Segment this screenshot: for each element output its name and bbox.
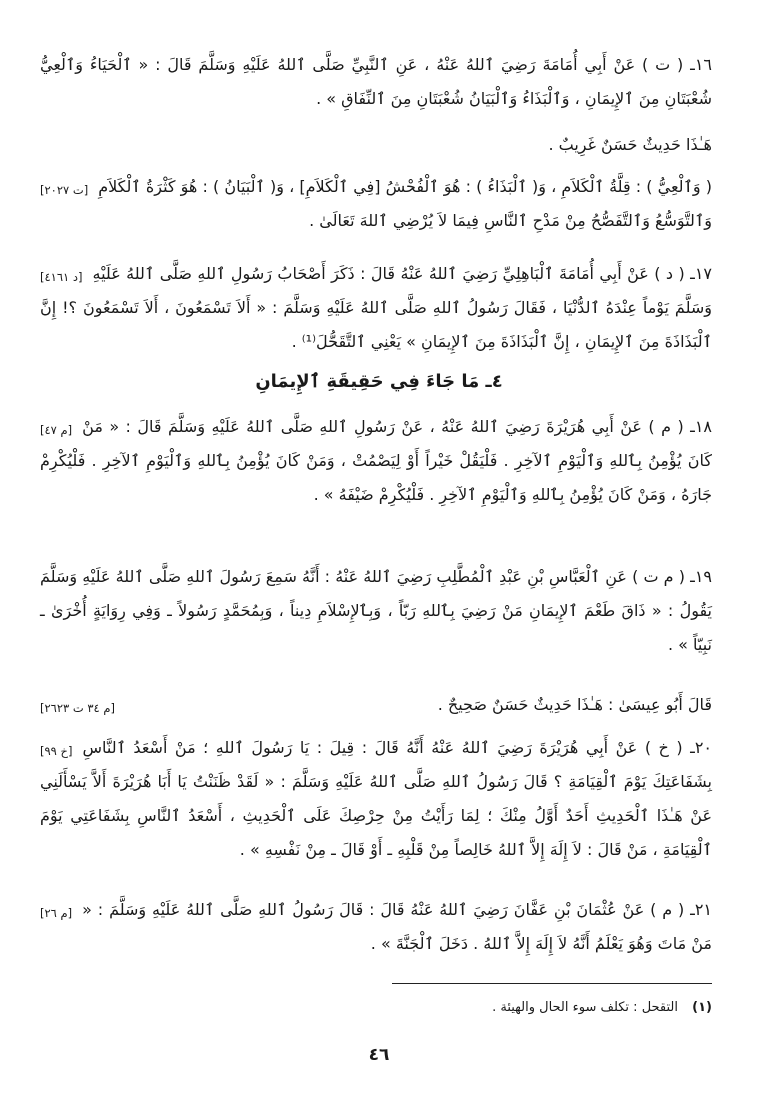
hadith-paragraph — [40, 410, 712, 512]
reference-tag: [م ٤٧] — [40, 423, 73, 437]
hadith-paragraph — [40, 731, 712, 867]
paragraph-text: قَالَ أَبُو عِيسَىٰ : هَـٰذَا حَدِيثٌ حَسَنٌ صَحِيحٌ . — [437, 695, 712, 714]
page-number: ٤٦ — [368, 1045, 390, 1065]
paragraph-text: ( وَٱلْعِيُّ ) : قِلَّةُ ٱلْكَلاَمِ ، وَ( ٱلْبَذَاءُ ) : هُوَ ٱلْفُحْشُ [فِي ٱلْكَلاَمِ] ، وَ( ٱلْبَيَانُ ) : هُوَ كَثْرَةُ ٱلْكَلاَمِ وَٱلتَّوَسُّعُ وَٱلتَّفَصُّحُ مِنْ مَدْحِ ٱلنَّاسِ فِيمَا لاَ يُرْضِي ٱللهَ تَعَالَىٰ . — [98, 177, 712, 230]
hadith-paragraph — [40, 128, 712, 162]
footnote — [40, 997, 712, 1019]
hadith-paragraph — [40, 893, 712, 961]
section-heading: ٤ـ مَا جَاءَ فِي حَقِيقَةِ ٱلإِيمَانِ — [255, 371, 503, 392]
reference-tag: [ت ٢٠٢٧] — [40, 183, 89, 197]
paragraph-text: هَـٰذَا حَدِيثٌ حَسَنٌ غَرِيبٌ . — [548, 135, 712, 154]
paragraph-text: ٢٠ـ ( خ ) عَنْ أَبِي هُرَيْرَةَ رَضِيَ ٱللهُ عَنْهُ أَنَّهُ قَالَ : قِيلَ : يَا رَسُولَ ٱللهِ ؛ مَنْ أَسْعَدُ ٱلنَّاسِ بِشَفَاعَتِكَ يَوْمَ ٱلْقِيَامَةِ ؟ قَالَ رَسُولُ ٱللهِ صَلَّى ٱللهُ عَلَيْهِ وَسَلَّمَ : « لَقَدْ ظَنَنْتُ يَا أَبَا هُرَيْرَةَ أَلاَّ يَسْأَلَنِي عَنْ هَـٰذَا ٱلْحَدِيثِ أَحَدٌ أَوَّلُ مِنْكَ ؛ لِمَا رَأَيْتُ مِنْ حِرْصِكَ عَلَى ٱلْحَدِيثِ ، أَسْعَدُ ٱلنَّاسِ بِشَفَاعَتِي يَوْمَ ٱلْقِيَامَةِ ، مَنْ قَالَ : لاَ إِلَهَ إِلاَّ ٱللهُ خَالِصاً مِنْ قَلْبِهِ ـ أَوْ قَالَ ـ مِنْ نَفْسِهِ » . — [40, 738, 712, 859]
footnote-separator — [392, 983, 712, 984]
hadith-paragraph — [40, 688, 712, 722]
reference-tag: [م ٢٦] — [40, 906, 73, 920]
reference-tag: [م ٣٤ ت ٢٦٢٣] — [40, 701, 115, 715]
footnote-number: (١) — [692, 1000, 712, 1015]
paragraph-text: ١٦ـ ( ت ) عَنْ أَبِي أُمَامَةَ رَضِيَ ٱللهُ عَنْهُ ، عَنِ ٱلنَّبِيِّ صَلَّى ٱللهُ عَلَيْهِ وَسَلَّمَ قَالَ : « ٱلْحَيَاءُ وَٱلْعِيُّ شُعْبَتَانِ مِنَ ٱلإِيمَانِ ، وَٱلْبَذَاءُ وَٱلْبَيَانُ شُعْبَتَانِ مِنَ ٱلنِّفَاقِ » . — [40, 55, 712, 108]
paragraph-text: ١٧ـ ( د ) عَنْ أَبِي أُمَامَةَ ٱلْبَاهِلِيِّ رَضِيَ ٱللهُ عَنْهُ قَالَ : ذَكَرَ أَصْحَابُ رَسُولِ ٱللهِ صَلَّى ٱللهُ عَلَيْهِ وَسَلَّمَ يَوْماً عِنْدَهُ ٱلدُّنْيَا ، فَقَالَ رَسُولُ ٱللهِ صَلَّى ٱللهُ عَلَيْهِ وَسَلَّمَ : « أَلاَ تَسْمَعُونَ ، أَلاَ تَسْمَعُونَ ؟! إِنَّ ٱلْبَذَاذَةَ مِنَ ٱلإِيمَانِ ، إِنَّ ٱلْبَذَاذَةَ مِنَ ٱلإِيمَانِ » يَعْنِي ٱلتَّقَحُّلَ⁽¹⁾ . — [40, 264, 712, 351]
footnote-text: التقحل : تكلف سوء الحال والهيئة . — [492, 1000, 679, 1015]
hadith-paragraph — [40, 257, 712, 359]
paragraph-text: ١٩ـ ( م ت ) عَنِ ٱلْعَبَّاسِ بْنِ عَبْدِ ٱلْمُطَّلِبِ رَضِيَ ٱللهُ عَنْهُ : أَنَّهُ سَمِعَ رَسُولَ ٱللهِ صَلَّى ٱللهُ عَلَيْهِ وَسَلَّمَ يَقُولُ : « ذَاقَ طَعْمَ ٱلإِيمَانِ مَنْ رَضِيَ بِٱللهِ رَبّاً ، وَبِٱلإِسْلاَمِ دِيناً ، وَبِمُحَمَّدٍ رَسُولاً ـ وَفِي رِوَايَةٍ أُخْرَىٰ ـ نَبِيّاً » . — [40, 567, 712, 654]
hadith-paragraph — [40, 48, 712, 116]
reference-tag: [خ ٩٩] — [40, 744, 73, 758]
hadith-paragraph — [40, 170, 712, 238]
paragraph-text: ١٨ـ ( م ) عَنْ أَبِي هُرَيْرَةَ رَضِيَ ٱللهُ عَنْهُ ، عَنْ رَسُولِ ٱللهِ صَلَّى ٱللهُ عَلَيْهِ وَسَلَّمَ قَالَ : « مَنْ كَانَ يُؤْمِنُ بِٱللهِ وَٱلْيَوْمِ ٱلآخِرِ . فَلْيَقُلْ خَيْراً أَوْ لِيَصْمُتْ ، وَمَنْ كَانَ يُؤْمِنُ بِٱللهِ وَٱلْيَوْمِ ٱلآخِرِ . فَلْيُكْرِمْ جَارَهُ ، وَمَنْ كَانَ يُؤْمِنُ بِٱللهِ وَٱلْيَوْمِ ٱلآخِرِ . فَلْيُكْرِمْ ضَيْفَهُ » . — [40, 417, 712, 504]
hadith-paragraph — [40, 560, 712, 662]
paragraph-text: ٢١ـ ( م ) عَنْ عُثْمَانَ بْنِ عَفَّانَ رَضِيَ ٱللهُ عَنْهُ قَالَ : قَالَ رَسُولُ ٱللهِ صَلَّى ٱللهُ عَلَيْهِ وَسَلَّمَ : « مَنْ مَاتَ وَهُوَ يَعْلَمُ أَنَّهُ لاَ إِلَهَ إِلاَّ ٱللهُ . دَخَلَ ٱلْجَنَّةَ » . — [82, 900, 712, 953]
reference-tag: [د ٤١٦١] — [40, 270, 83, 284]
